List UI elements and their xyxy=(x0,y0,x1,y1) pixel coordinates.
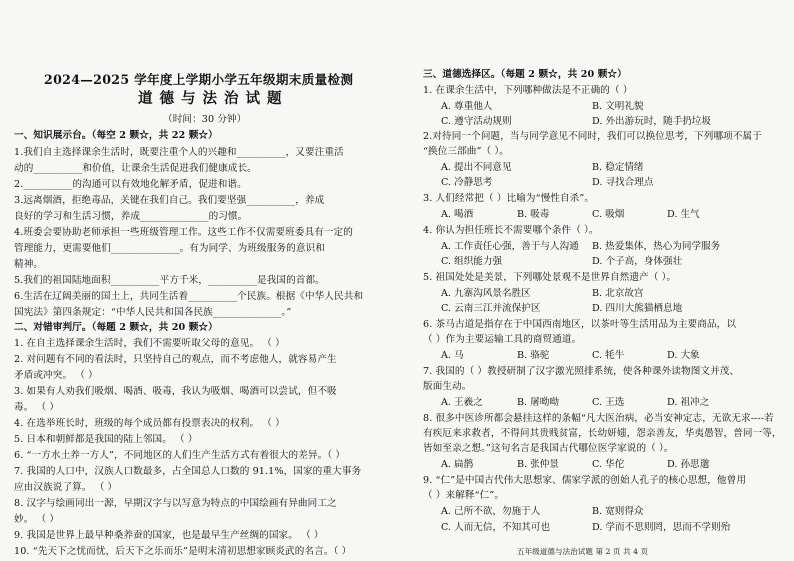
q8-option-c: C. 华佗 xyxy=(592,459,625,470)
q5-option-a: A. 九寨沟风景名胜区 xyxy=(441,288,531,299)
s2-line: 5. 日本和朝鲜都是我国的陆上邻国。 （ ） xyxy=(14,434,198,445)
q8-option-a: A. 扁鹊 xyxy=(441,459,474,470)
s1-line: 2.__________的沟通可以有效地化解矛盾，促进和谐。 xyxy=(14,179,247,190)
q6-option-b: B. 骆驼 xyxy=(517,350,550,361)
question-1: 1. 在课余生活中，下列哪种做法是不正确的（ ） xyxy=(423,85,633,96)
q1-option-d: D. 外出游玩时，随手扔垃圾 xyxy=(592,116,711,127)
section-1-heading: 一、知识展示台。（每空 2 颗☆，共 22 颗☆） xyxy=(14,130,218,141)
question-7-line-2: 版面生动。 xyxy=(423,381,472,392)
q4-option-b: B. 热爱集体，热心为同学服务 xyxy=(592,241,721,252)
question-7-line-1: 7. 我国的（ ）教授研制了汉字激光照排系统，使各种课外读物图文并茂、 xyxy=(423,366,740,377)
q5-option-b: B. 北京故宫 xyxy=(592,288,644,299)
q2-option-c: C. 冷静思考 xyxy=(441,177,493,188)
s2-line: 应由汉族说了算。 （ ） xyxy=(14,482,118,493)
s2-line: 4. 在选举班长时，班级的每个成员都有投票表决的权利。 （ ） xyxy=(14,418,285,429)
exam-subtitle: 道德与法治试题 xyxy=(138,90,289,107)
q9-option-a: A. 己所不欲，勿施于人 xyxy=(441,506,541,517)
q5-option-d: D. 四川大熊猫栖息地 xyxy=(592,303,683,314)
s1-line: 良好的学习和生活习惯，养成______________的习惯。 xyxy=(14,211,248,222)
q6-option-c: C. 牦牛 xyxy=(592,350,625,361)
q3-option-a: A. 喝酒 xyxy=(441,209,474,220)
s1-line: 6.生活在辽阔美丽的国土上，共同生活着__________个民族。根据《中华人民共和 xyxy=(14,291,364,302)
q1-option-c: C. 遵守活动规则 xyxy=(441,116,512,127)
q3-option-c: C. 吸烟 xyxy=(592,209,625,220)
q4-option-a: A. 工作责任心强，善于与人沟通 xyxy=(441,241,579,252)
q9-option-b: B. 宽则得众 xyxy=(592,506,644,517)
question-3: 3. 人们经常把（ ）比喻为“慢性自杀”。 xyxy=(423,193,595,204)
question-8-line-3: 皆如至亲之想。”这句名言是我国古代哪位医学家说的（ ）。 xyxy=(423,443,674,454)
s2-line: 10. “先天下之忧而忧，后天下之乐而乐”是明末清初思想家顾炎武的名言。（ ） xyxy=(14,546,352,557)
exam-title: 2024—2025 学年度上学期小学五年级期末质量检测 xyxy=(44,72,354,87)
question-5: 5. 祖国处处是美景，下列哪处景观不是世界自然遗产（ ）。 xyxy=(423,272,677,283)
question-6-line-2: （ ）作为主要运输工具的商贸通道。 xyxy=(423,334,582,345)
s2-line: 9. 我国是世界上最早种桑养蚕的国家，也是最早生产丝绸的国家。 （ ） xyxy=(14,530,324,541)
q8-option-b: B. 张仲景 xyxy=(517,459,559,470)
s1-line: 精神。 xyxy=(14,259,44,270)
s1-line: 动的__________和价值，让课余生活促进我们健康成长。 xyxy=(14,163,257,174)
q4-option-d: D. 个子高，身体强壮 xyxy=(592,256,683,267)
s1-line: 4.班委会要协助老师承担一些班级管理工作。这些工作不仅需要班委具有一定的 xyxy=(14,227,353,238)
question-8-line-2: 有疾厄来求救者，不得问其贵贱贫富，长幼妍媸，怨亲善友，华夷愚智，普同一等， xyxy=(423,428,782,439)
s2-line: 8. 汉字与绘画同出一源，早期汉字与以写意为特点的中国绘画有异曲同工之 xyxy=(14,498,337,509)
s1-line: 3.远离烟酒，拒绝毒品，关键在我们自己。我们要坚强__________，养成 xyxy=(14,195,325,206)
question-2-line-2: “换位三部曲”（ ）。 xyxy=(423,146,509,157)
q6-option-d: D. 大象 xyxy=(667,350,700,361)
s2-line: 妙。 （ ） xyxy=(14,514,60,525)
s2-line: 2. 对问题有不同的看法时，只坚持自己的观点，而不考虑他人，就容易产生 xyxy=(14,354,337,365)
s2-line: 3. 如果有人劝我们吸烟、喝酒、吸毒，我认为吸烟、喝酒可以尝试，但不吸 xyxy=(14,386,337,397)
question-4: 4. 你认为担任班长不需要哪个条件（ ）。 xyxy=(423,225,599,236)
q2-option-b: B. 稳定情绪 xyxy=(592,162,644,173)
s1-line: 1.我们自主选择课余生活时，既要注重个人的兴趣和__________，又要注重活 xyxy=(14,147,344,158)
q1-option-a: A. 尊重他人 xyxy=(441,101,493,112)
question-2-line-1: 2.对待同一个问题，当与同学意见不同时，我们可以换位思考，下列哪项不属于 xyxy=(423,131,762,142)
question-9-line-1: 9. “仁”是中国古代伟大思想家、儒家学派的创始人孔子的核心思想，他曾用 xyxy=(423,475,747,486)
s2-line: 毒。 （ ） xyxy=(14,402,60,413)
question-8-line-1: 8. 很多中医诊所都会悬挂这样的条幅“凡大医治病，必当安神定志，无欲无求----若 xyxy=(423,413,774,424)
s2-line: 矛盾或冲突。 （ ） xyxy=(14,370,98,381)
q3-option-d: D. 生气 xyxy=(667,209,700,220)
section-3-heading: 三、道德选择区。（每题 2 颗☆，共 20 颗☆） xyxy=(423,69,627,80)
s2-line: 7. 我国的人口中，汉族人口数最多，占全国总人口数的 91.1%，国家的重大事务 xyxy=(14,466,362,477)
question-9-line-2: （ ）来解释“仁”。 xyxy=(423,490,505,501)
q3-option-b: B. 吸毒 xyxy=(517,209,550,220)
q2-option-a: A. 提出不同意见 xyxy=(441,162,512,173)
q9-option-c: C. 人而无信，不知其可也 xyxy=(441,522,551,533)
s2-line: 6. “一方水土养一方人”，不同地区的人们生产生活方式有着很大的差异。（ ） xyxy=(14,450,346,461)
q1-option-b: B. 文明礼貌 xyxy=(592,101,644,112)
q4-option-c: C. 组织能力强 xyxy=(441,256,503,267)
s1-line: 国宪法》第四条规定：“中华人民共和国各民族______________。” xyxy=(14,307,292,318)
q7-option-d: D. 祖冲之 xyxy=(667,397,710,408)
q7-option-b: B. 屠呦呦 xyxy=(517,397,559,408)
q9-option-d: D. 学而不思则罔，思而不学则殆 xyxy=(592,522,731,533)
page-footer: 五年级道德与法治试题 第 2 页 共 4 页 xyxy=(517,547,649,556)
s2-line: 1. 在自主选择课余生活时，我们不需要听取父母的意见。 （ ） xyxy=(14,338,285,349)
q5-option-c: C. 云南三江并流保护区 xyxy=(441,303,541,314)
s1-line: 5.我们的祖国陆地面积__________平方千米，__________是我国的首都。 xyxy=(14,275,325,286)
q7-option-c: C. 王选 xyxy=(592,397,625,408)
q2-option-d: D. 寻找合理点 xyxy=(592,177,654,188)
question-6-line-1: 6. 茶马古道是指存在于中国西南地区，以茶叶等生活用品为主要商品，以 xyxy=(423,319,737,330)
q8-option-d: D. 孙思邈 xyxy=(667,459,710,470)
exam-time: （时间：30 分钟） xyxy=(163,114,247,125)
q6-option-a: A. 马 xyxy=(441,350,464,361)
q7-option-a: A. 王羲之 xyxy=(441,397,483,408)
s1-line: 管理能力，更需要他们______________。有为同学、为班级服务的意识和 xyxy=(14,243,325,254)
section-2-heading: 二、对错审判厅。（每题 2 颗☆，共 20 颗☆） xyxy=(14,322,218,333)
